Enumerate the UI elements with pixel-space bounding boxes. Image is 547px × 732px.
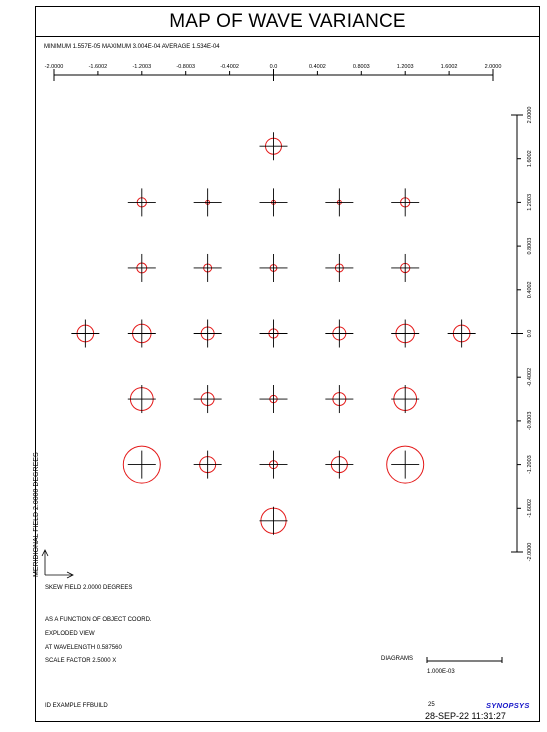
page-number: 25 [428, 702, 435, 708]
field-point [260, 132, 288, 160]
field-point [194, 188, 222, 216]
field-point [260, 385, 288, 413]
y-tick-label: 1.2003 [527, 193, 533, 211]
statistics-line: MINIMUM 1.557E-05 MAXIMUM 3.004E-04 AVERAGE 1.534E-04 [44, 44, 220, 50]
meridional-field-label: MERIDIONAL FIELD 2.0000 DEGREES [33, 452, 40, 577]
scale-bar [427, 657, 502, 663]
y-tick-label: -0.8003 [527, 411, 533, 431]
field-point [391, 385, 419, 413]
x-tick-label: 1.2003 [396, 64, 414, 70]
x-tick-label: 0.8003 [352, 64, 370, 70]
field-point [391, 254, 419, 282]
field-point [128, 385, 156, 413]
field-point [194, 451, 222, 479]
x-tick-label: 0.4002 [308, 64, 326, 70]
field-point [260, 254, 288, 282]
x-tick-label: -1.6002 [88, 64, 108, 70]
y-tick-label: 1.6002 [527, 150, 533, 168]
field-point [128, 188, 156, 216]
field-point [194, 254, 222, 282]
field-point [325, 451, 353, 479]
y-axis [511, 107, 533, 562]
field-point [260, 188, 288, 216]
field-point [194, 385, 222, 413]
field-point [71, 320, 99, 348]
field-point [260, 451, 288, 479]
field-point [325, 188, 353, 216]
x-axis [45, 64, 502, 81]
y-tick-label: -1.2003 [527, 455, 533, 474]
x-tick-label: 0.0 [269, 64, 278, 70]
id-label: ID EXAMPLE FFBUILD [45, 703, 108, 709]
field-point [260, 507, 288, 535]
field-point [325, 254, 353, 282]
skew-field-label: SKEW FIELD 2.0000 DEGREES [45, 585, 133, 591]
synopsys-logo: SYNOPSYS [486, 701, 530, 710]
field-direction-arrows [42, 550, 73, 578]
scale-bar-value: 1.000E-03 [427, 669, 455, 675]
diagrams-label: DIAGRAMS [381, 656, 414, 662]
field-point [391, 188, 419, 216]
x-tick-label: -2.0000 [44, 64, 64, 70]
field-point [391, 320, 419, 348]
field-point [325, 320, 353, 348]
field-point [260, 320, 288, 348]
x-tick-label: -0.8003 [176, 64, 196, 70]
y-tick-label: -1.6002 [527, 498, 533, 518]
y-tick-label: 2.0000 [527, 106, 533, 124]
chart-title: MAP OF WAVE VARIANCE [169, 10, 406, 32]
note-wavelength: AT WAVELENGTH 0.587560 [45, 645, 122, 651]
field-point [123, 446, 160, 483]
y-tick-label: -2.0000 [527, 542, 533, 562]
x-tick-label: -1.2003 [132, 64, 152, 70]
y-tick-label: 0.4002 [527, 281, 533, 299]
x-tick-label: -0.4002 [220, 64, 239, 70]
x-tick-label: 2.0000 [484, 64, 502, 70]
field-point [448, 320, 476, 348]
field-point [128, 320, 156, 348]
note-object-coord: AS A FUNCTION OF OBJECT COORD. [45, 617, 152, 623]
y-tick-label: -0.4002 [527, 367, 533, 387]
date-time: 28-SEP-22 11:31:27 [425, 711, 506, 721]
field-point [194, 320, 222, 348]
x-tick-label: 1.6002 [440, 64, 458, 70]
field-point [387, 446, 424, 483]
y-tick-label: 0.8003 [527, 237, 533, 255]
field-points [71, 132, 475, 535]
field-point [128, 254, 156, 282]
y-tick-label: 0.0 [527, 329, 533, 338]
note-exploded-view: EXPLODED VIEW [45, 631, 95, 637]
field-point [325, 385, 353, 413]
note-scale-factor: SCALE FACTOR 2.5000 X [45, 658, 117, 664]
